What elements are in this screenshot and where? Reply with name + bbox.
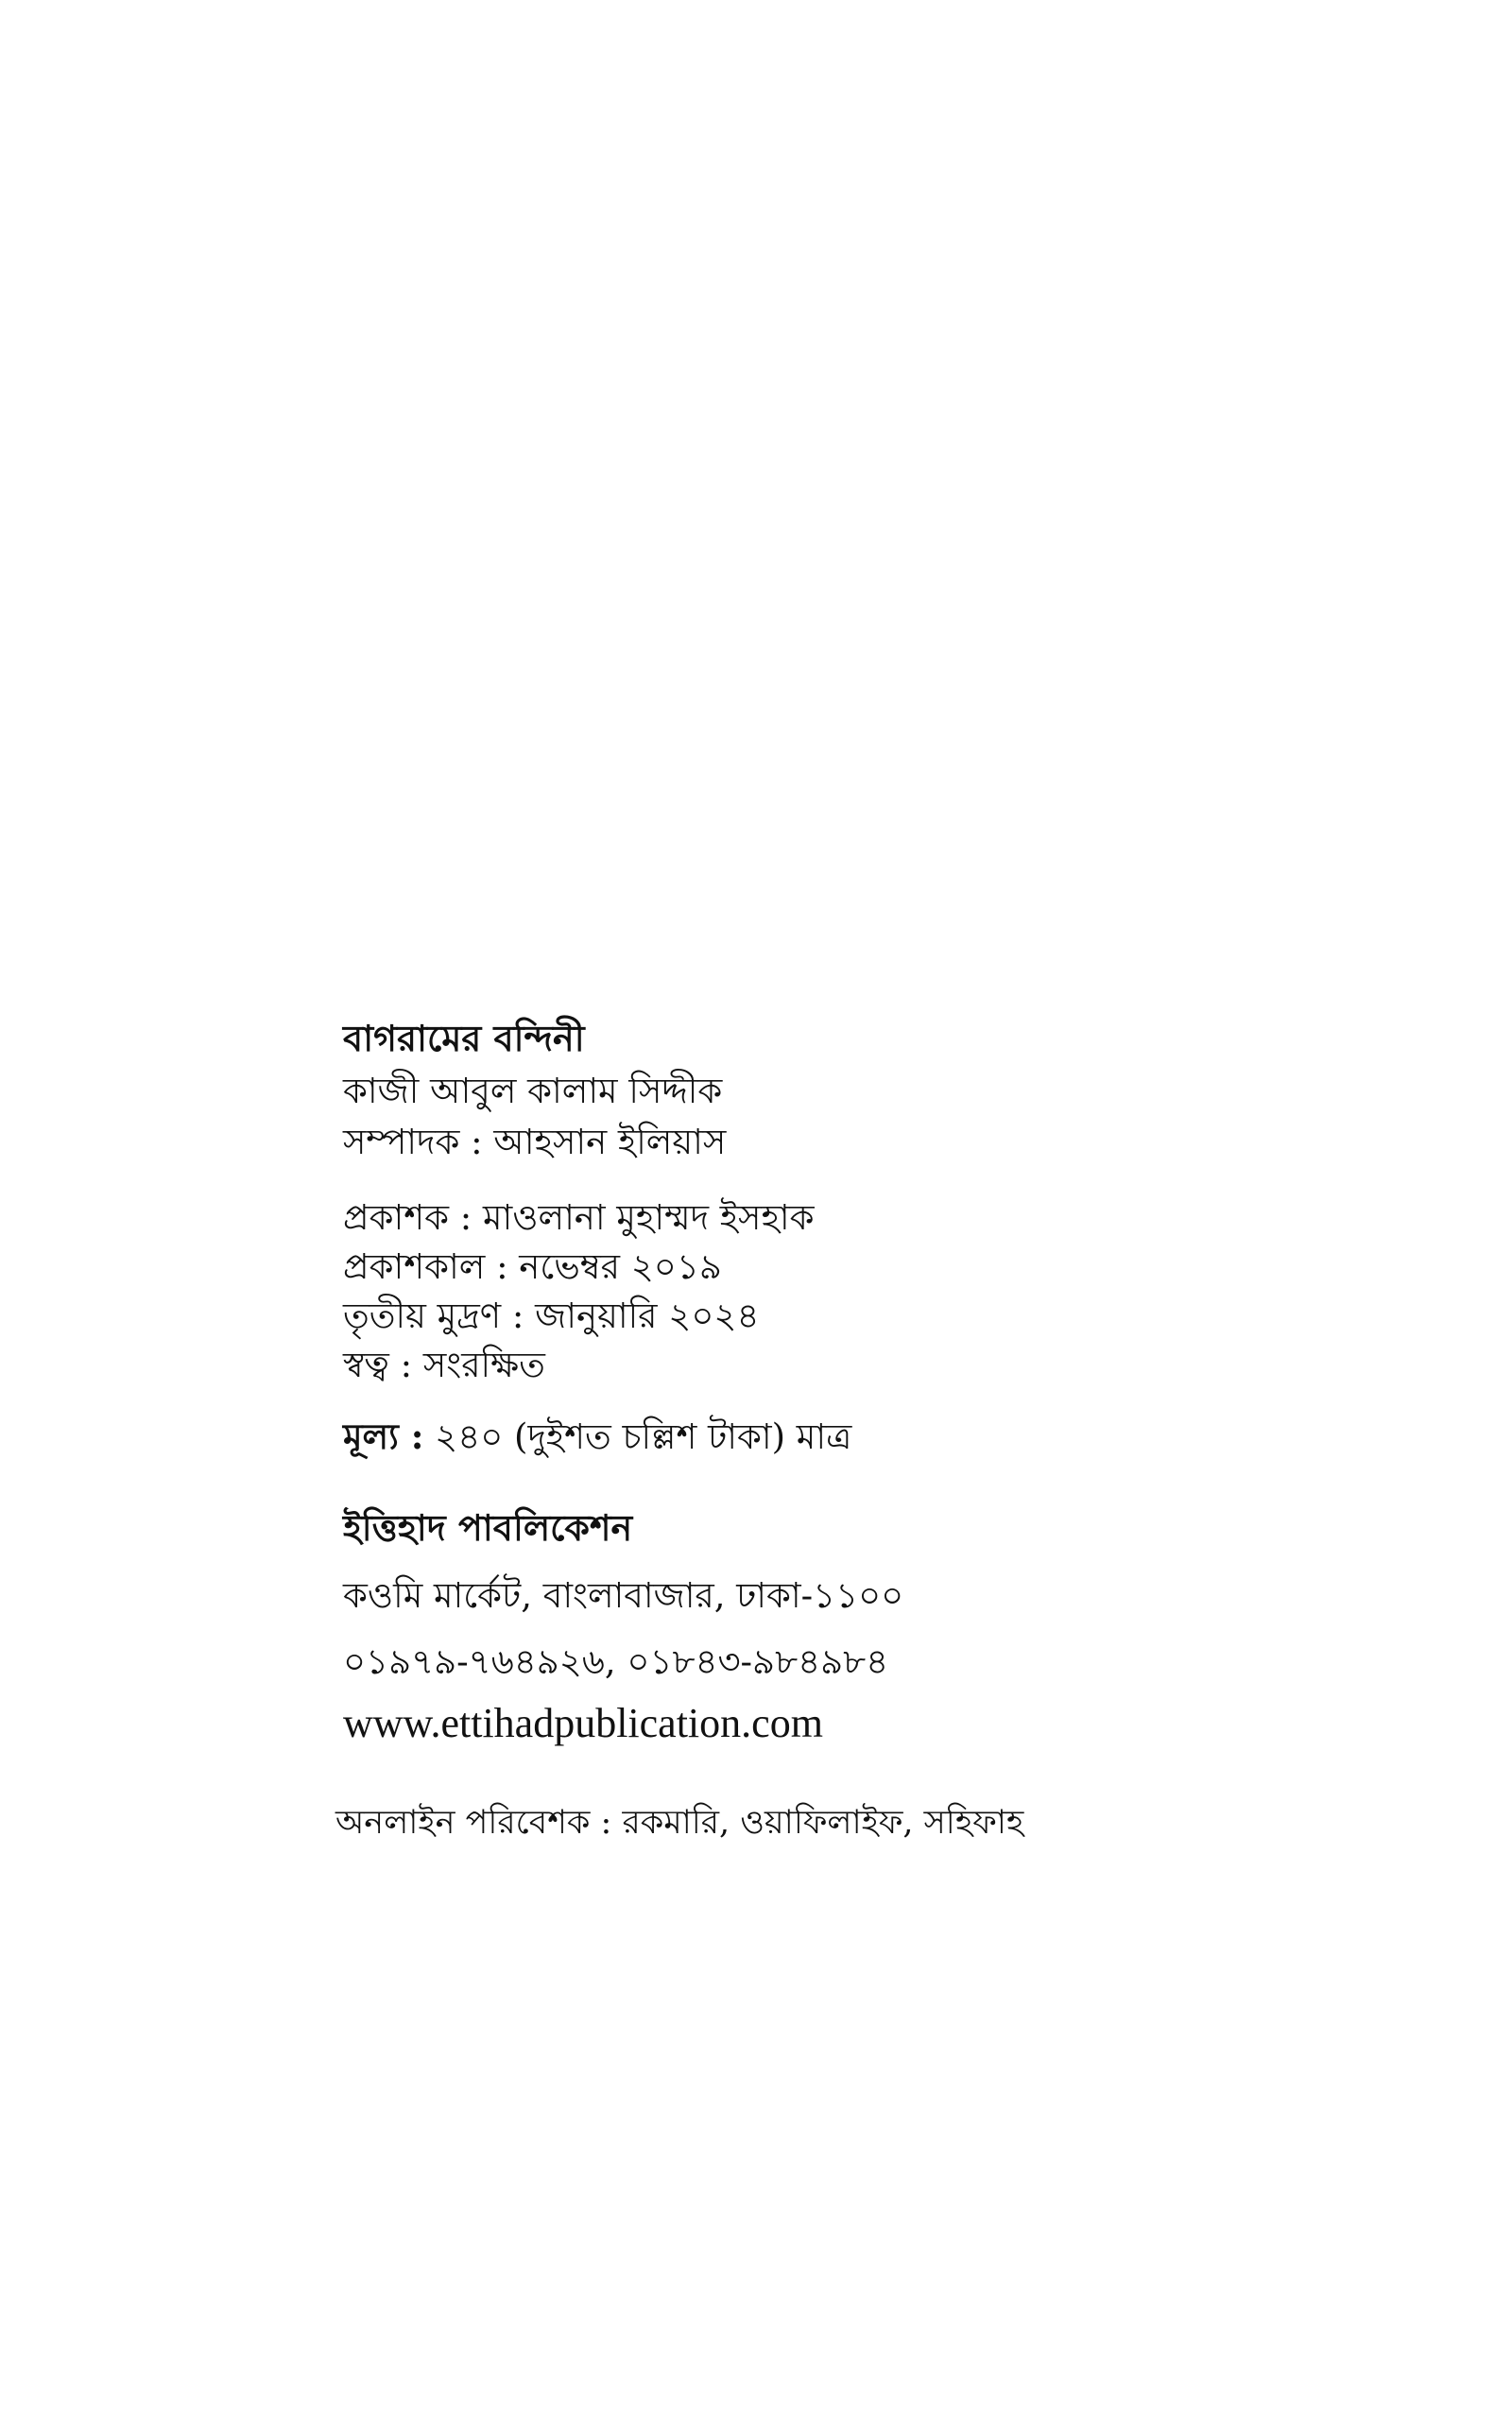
rights-line: স্বত্ব : সংরক্ষিত [343,1345,545,1385]
editor-line: সম্পাদক : আহসান ইলিয়াস [343,1122,727,1162]
publication-date-line: প্রকাশকাল : নভেম্বর ২০১৯ [343,1246,722,1287]
publisher-line: প্রকাশক : মাওলানা মুহাম্মদ ইসহাক [343,1197,815,1238]
publisher-name: ইত্তিহাদ পাবলিকেশন [343,1506,633,1549]
price-line [343,1416,852,1457]
price-value: ২৪০ (দুইশত চল্লিশ টাকা) মাত্র [435,1416,852,1457]
price-label: মূল্য : [343,1416,424,1457]
author-name: কাজী আবুল কালাম সিদ্দীক [343,1071,723,1111]
publisher-address: কওমি মার্কেট, বাংলাবাজার, ঢাকা-১১০০ [343,1575,904,1616]
publisher-website[interactable]: www.ettihadpublication.com [343,1700,823,1746]
online-distributors-line: অনলাইন পরিবেশক : রকমারি, ওয়াফিলাইফ, সহিফাহ [335,1804,1024,1842]
book-title: বাগরামের বন্দিনী [343,1017,585,1059]
publisher-phones: ০১৯৭৯-৭৬৪৯২৬, ০১৮৪৩-৯৮৪৯৮৪ [343,1641,889,1682]
printing-line: তৃতীয় মুদ্রণ : জানুয়ারি ২০২৪ [343,1296,760,1336]
